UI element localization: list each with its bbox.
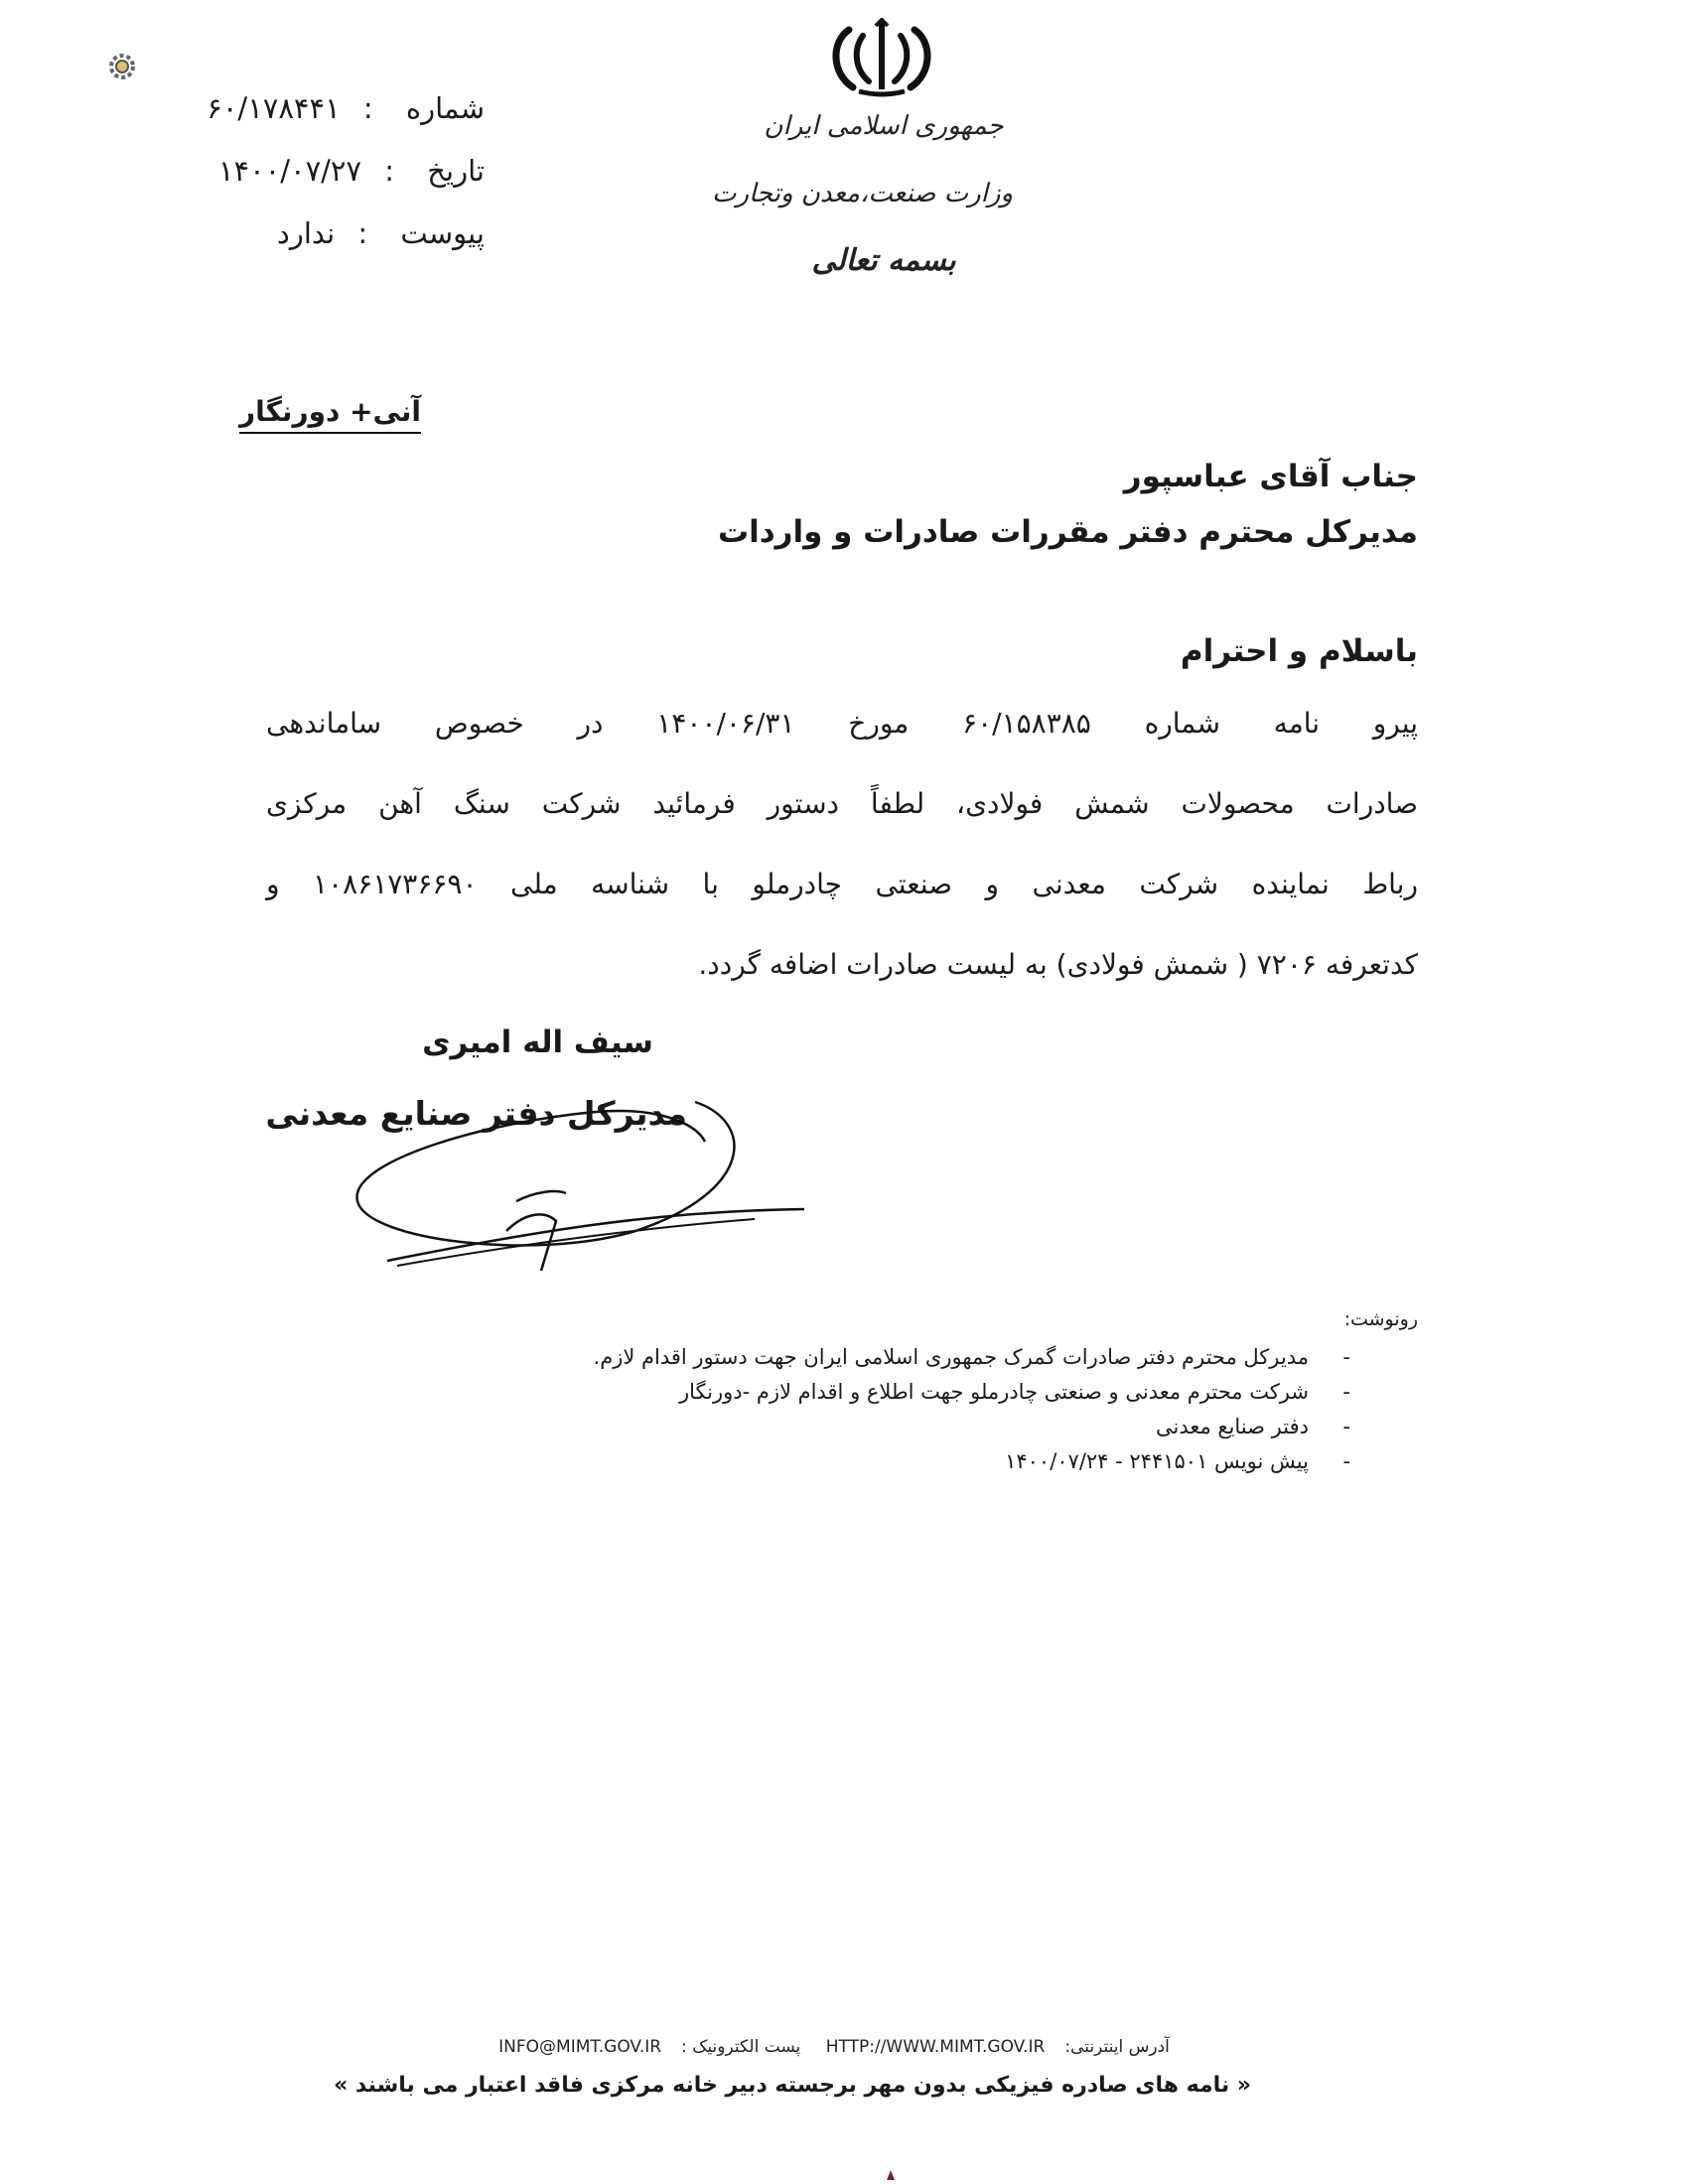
letter-date <box>218 154 485 188</box>
urgency-note: آنی+ دورنگار <box>239 395 421 434</box>
body-paragraph-line: رباط نماینده شرکت معدنی و صنعتی چادرملو با شناسه ملی ۱۰۸۶۱۷۳۶۶۹۰ و <box>266 868 1419 900</box>
cc-heading: رونوشت: <box>1343 1308 1418 1330</box>
body-paragraph-line: صادرات محصولات شمش فولادی، لطفاً دستور فرمائید شرکت سنگ آهن مرکزی <box>266 787 1418 820</box>
signatory-name: سیف اله امیری <box>422 1024 653 1060</box>
footer-email-label: پست الکترونیک : <box>681 2037 801 2057</box>
letter-number-label: شماره <box>405 91 485 125</box>
cc-item: - دفتر صنایع معدنی <box>594 1410 1350 1444</box>
footer-website[interactable]: HTTP://WWW.MIMT.GOV.IR <box>825 2037 1046 2057</box>
ministry-name: وزارت صنعت،معدن وتجارت <box>711 179 1013 208</box>
letter-attachment-value: ندارد <box>276 216 336 250</box>
letter-number-value: ۶۰/۱۷۸۴۴۱ <box>207 91 341 125</box>
country-name: جمهوری اسلامی ایران <box>764 111 1004 141</box>
bismillah: بسمه تعالی <box>811 243 956 278</box>
handwritten-signature <box>338 1082 814 1281</box>
footer-notice: « نامه های صادره فیزیکی بدون مهر برجسته دبیر خانه مرکزی فاقد اعتبار می باشند » <box>334 2073 1251 2098</box>
footer-website-label: آدرس اینترنتی: <box>1064 2037 1170 2057</box>
letter-date-label: تاریخ <box>427 154 485 188</box>
addressee-name: جناب آقای عباسپور <box>1123 459 1418 494</box>
footer-contact <box>487 2037 1182 2057</box>
addressee-title: مدیرکل محترم دفتر مقررات صادرات و واردات <box>717 514 1418 550</box>
cc-item: - شرکت محترم معدنی و صنعتی چادرملو جهت اطلاع و اقدام لازم -دورنگار <box>594 1375 1350 1410</box>
letter-number-separator: : <box>362 91 373 125</box>
body-paragraph-line: پیرو نامه شماره ۶۰/۱۵۸۳۸۵ مورخ ۱۴۰۰/۰۶/۳۱ در خصوص ساماندهی <box>266 707 1419 740</box>
cc-list <box>594 1340 1350 1479</box>
letter-attachment <box>277 216 485 250</box>
greeting: باسلام و احترام <box>1180 633 1418 669</box>
cc-item: - مدیرکل محترم دفتر صادرات گمرک جمهوری اسلامی ایران جهت دستور اقدام لازم. <box>594 1340 1350 1375</box>
letter-attachment-label: پیوست <box>400 216 485 250</box>
stamp-mark-icon <box>884 2168 898 2182</box>
letter-number <box>207 91 485 125</box>
cc-item: - پیش نویس ۲۴۴۱۵۰۱ - ۱۴۰۰/۰۷/۲۴ <box>594 1444 1350 1479</box>
letter-date-separator: : <box>384 154 395 188</box>
body-paragraph-line: کدتعرفه ۷۲۰۶ ( شمش فولادی) به لیست صادرات اضافه گردد. <box>698 948 1418 981</box>
letter-attachment-separator: : <box>357 216 368 250</box>
signatory-title: مدیرکل دفتر صنایع معدنی <box>265 1094 687 1133</box>
footer-email[interactable]: INFO@MIMT.GOV.IR <box>498 2037 662 2057</box>
national-emblem-icon <box>829 18 934 97</box>
letter-date-value: ۱۴۰۰/۰۷/۲۷ <box>217 154 362 188</box>
gear-icon <box>105 50 139 83</box>
